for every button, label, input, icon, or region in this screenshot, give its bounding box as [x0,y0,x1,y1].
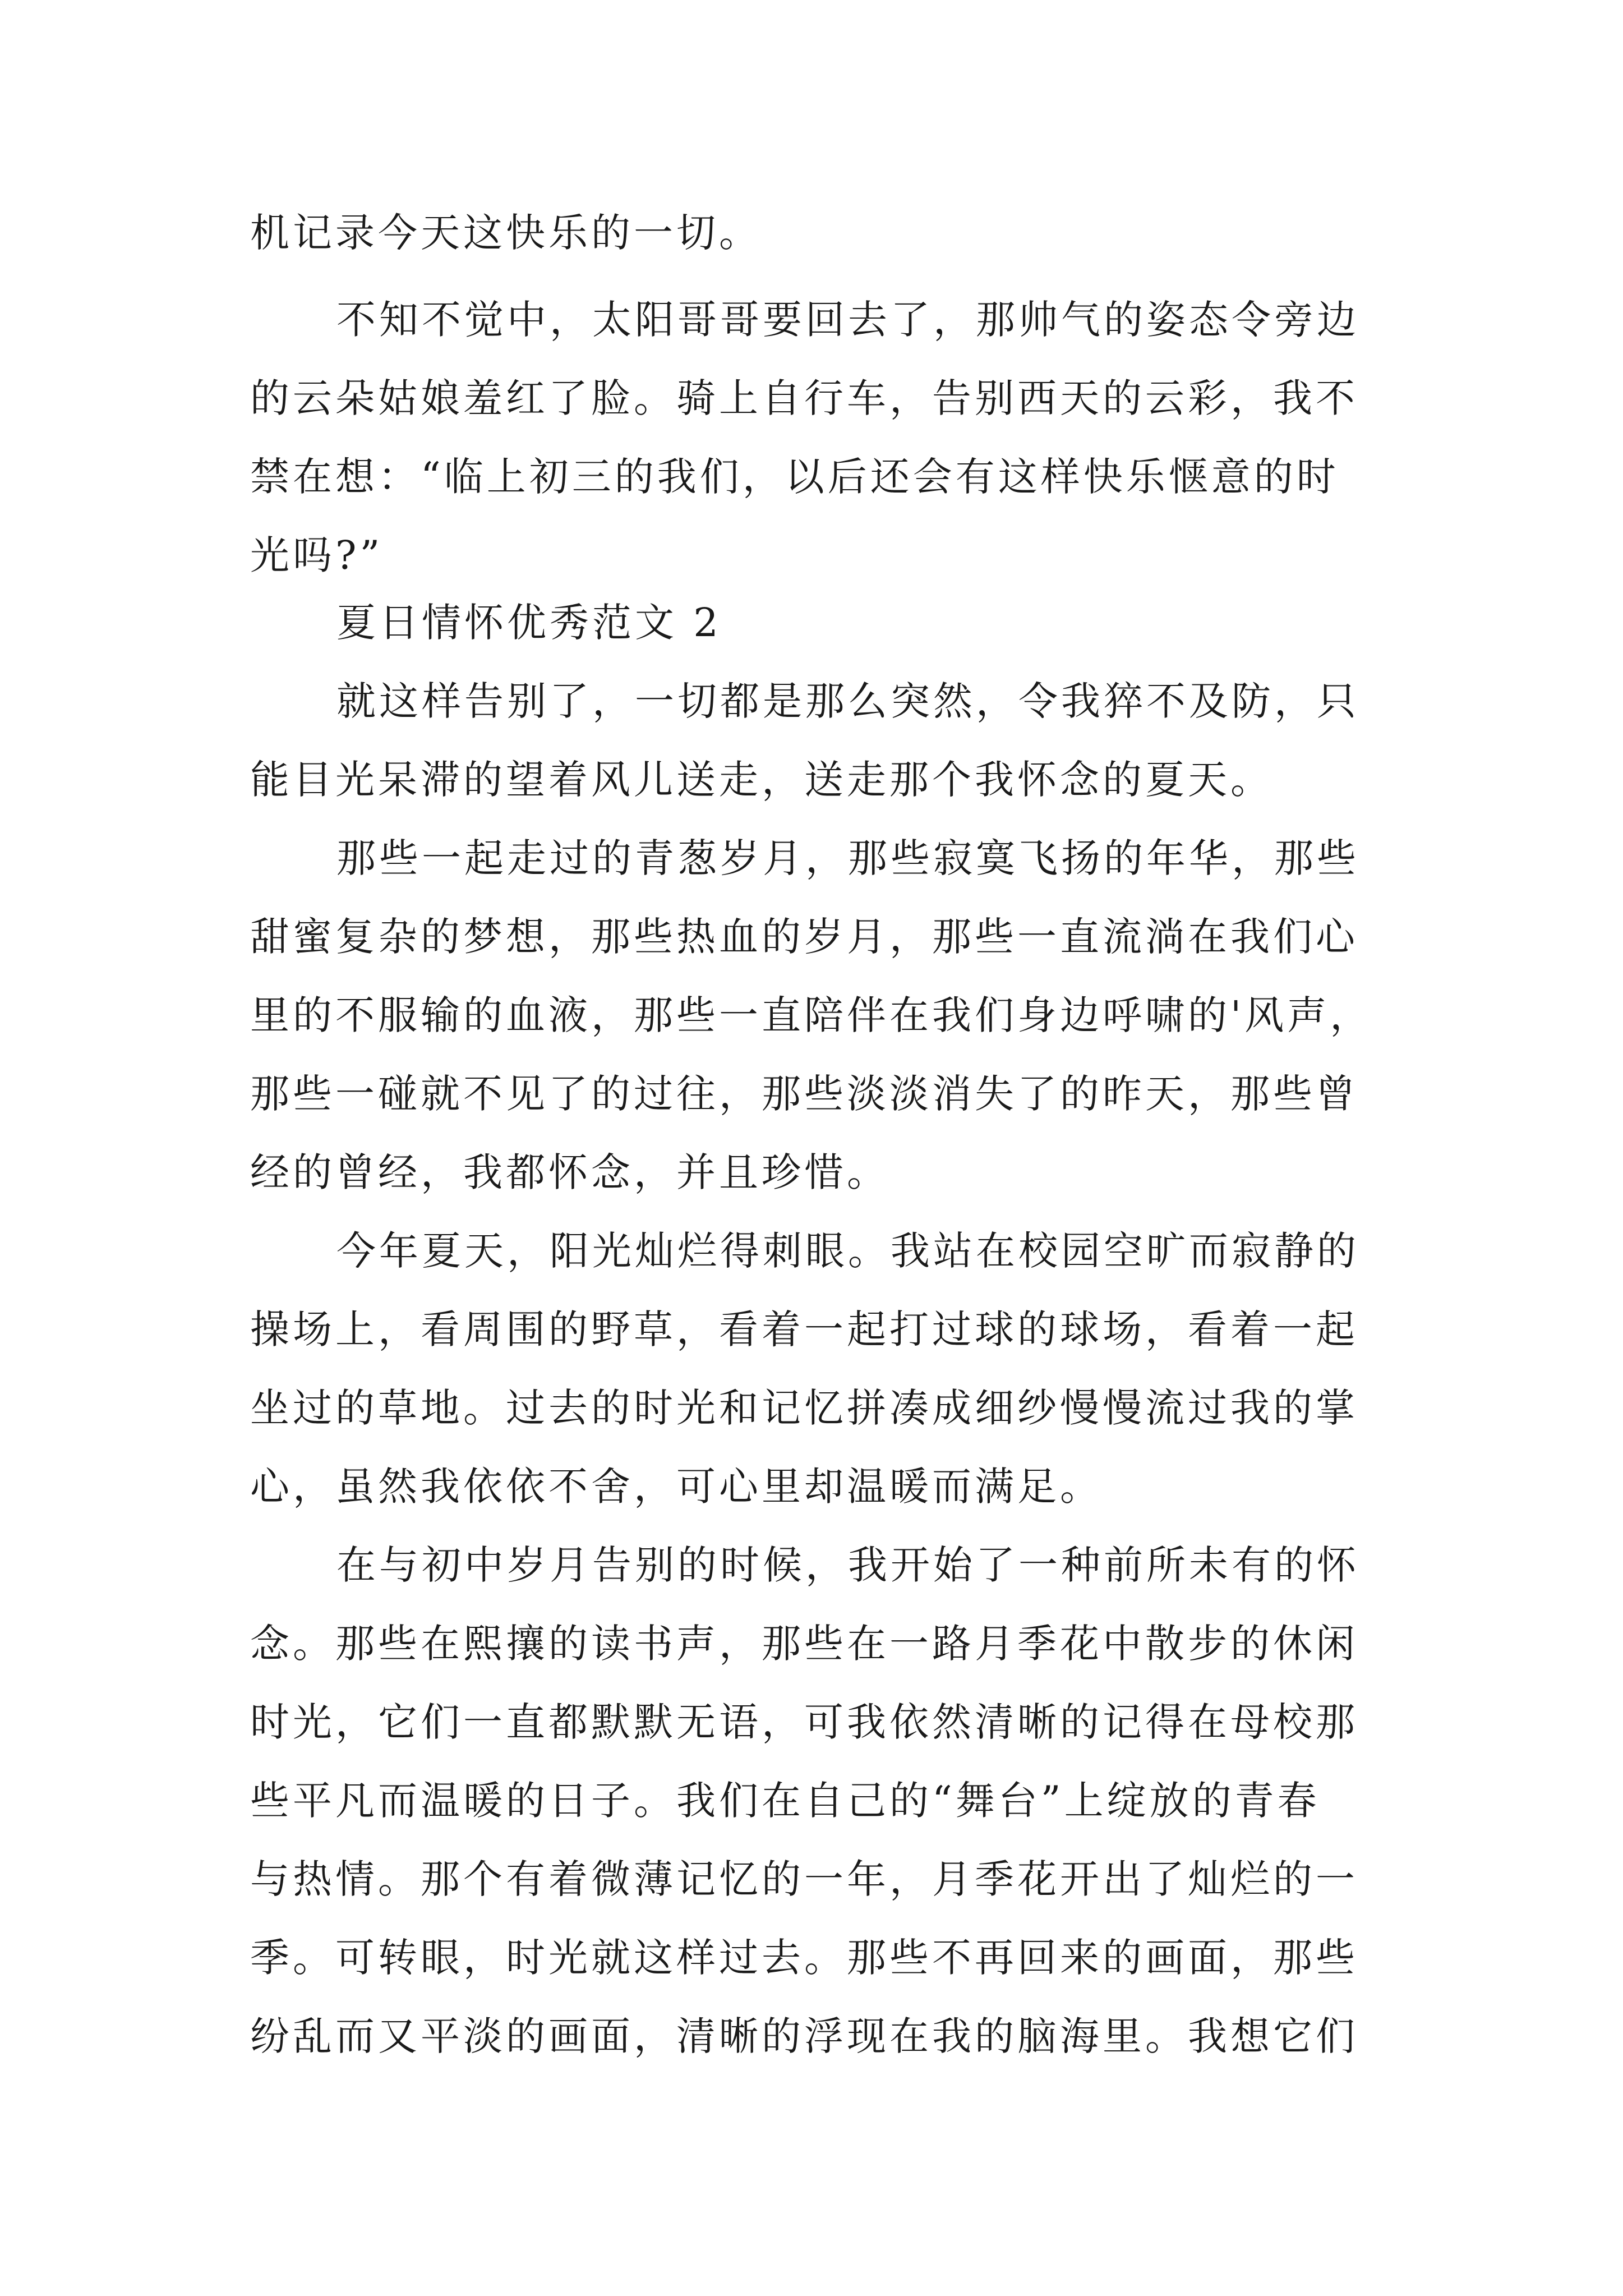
text-line: 与热情。那个有着微薄记忆的一年，月季花开出了灿烂的一 [250,1856,1358,1902]
text-line: 纷乱而又平淡的画面，清晰的浮现在我的脑海里。我想它们 [250,2013,1358,2059]
text-line: 的云朵姑娘羞红了脸。骑上自行车，告别西天的云彩，我不 [250,375,1358,421]
text-line: 经的曾经，我都怀念，并且珍惜。 [250,1149,889,1195]
paragraph-start: 那些一起走过的青葱岁月，那些寂寞飞扬的年华，那些 [336,835,1359,881]
text-line: 禁在想：“临上初三的我们，以后还会有这样快乐惬意的时 [250,454,1339,500]
text-line: 甜蜜复杂的梦想，那些热血的岁月，那些一直流淌在我们心 [250,914,1358,960]
text-line: 坐过的草地。过去的时光和记忆拼凑成细纱慢慢流过我的掌 [250,1385,1358,1431]
text-line: 能目光呆滞的望着风儿送走，送走那个我怀念的夏天。 [250,757,1273,803]
text-line: 念。那些在熙攘的读书声，那些在一路月季花中散步的休闲 [250,1621,1358,1667]
section-heading: 夏日情怀优秀范文 2 [336,600,722,646]
text-line: 些平凡而温暖的日子。我们在自己的“舞台”上绽放的青春 [250,1778,1320,1824]
text-line: 操场上，看周围的野草，看着一起打过球的球场，看着一起 [250,1306,1358,1352]
text-line: 时光，它们一直都默默无语，可我依然清晰的记得在母校那 [250,1699,1358,1745]
text-line: 季。可转眼，时光就这样过去。那些不再回来的画面，那些 [250,1935,1358,1981]
text-line: 那些一碰就不见了的过往，那些淡淡消失了的昨天，那些曾 [250,1071,1358,1117]
text-line: 机记录今天这快乐的一切。 [250,210,762,256]
paragraph-start: 不知不觉中，太阳哥哥要回去了，那帅气的姿态令旁边 [336,297,1359,343]
text-line: 心，虽然我依依不舍，可心里却温暖而满足。 [250,1464,1103,1510]
paragraph-start: 在与初中岁月告别的时候，我开始了一种前所未有的怀 [336,1542,1359,1588]
text-line: 光吗?” [250,532,384,578]
text-line: 里的不服输的血液，那些一直陪伴在我们身边呼啸的'风声， [250,992,1373,1038]
paragraph-start: 今年夏天，阳光灿烂得刺眼。我站在校园空旷而寂静的 [336,1228,1359,1274]
paragraph-start: 就这样告别了，一切都是那么突然，令我猝不及防，只 [336,678,1359,724]
